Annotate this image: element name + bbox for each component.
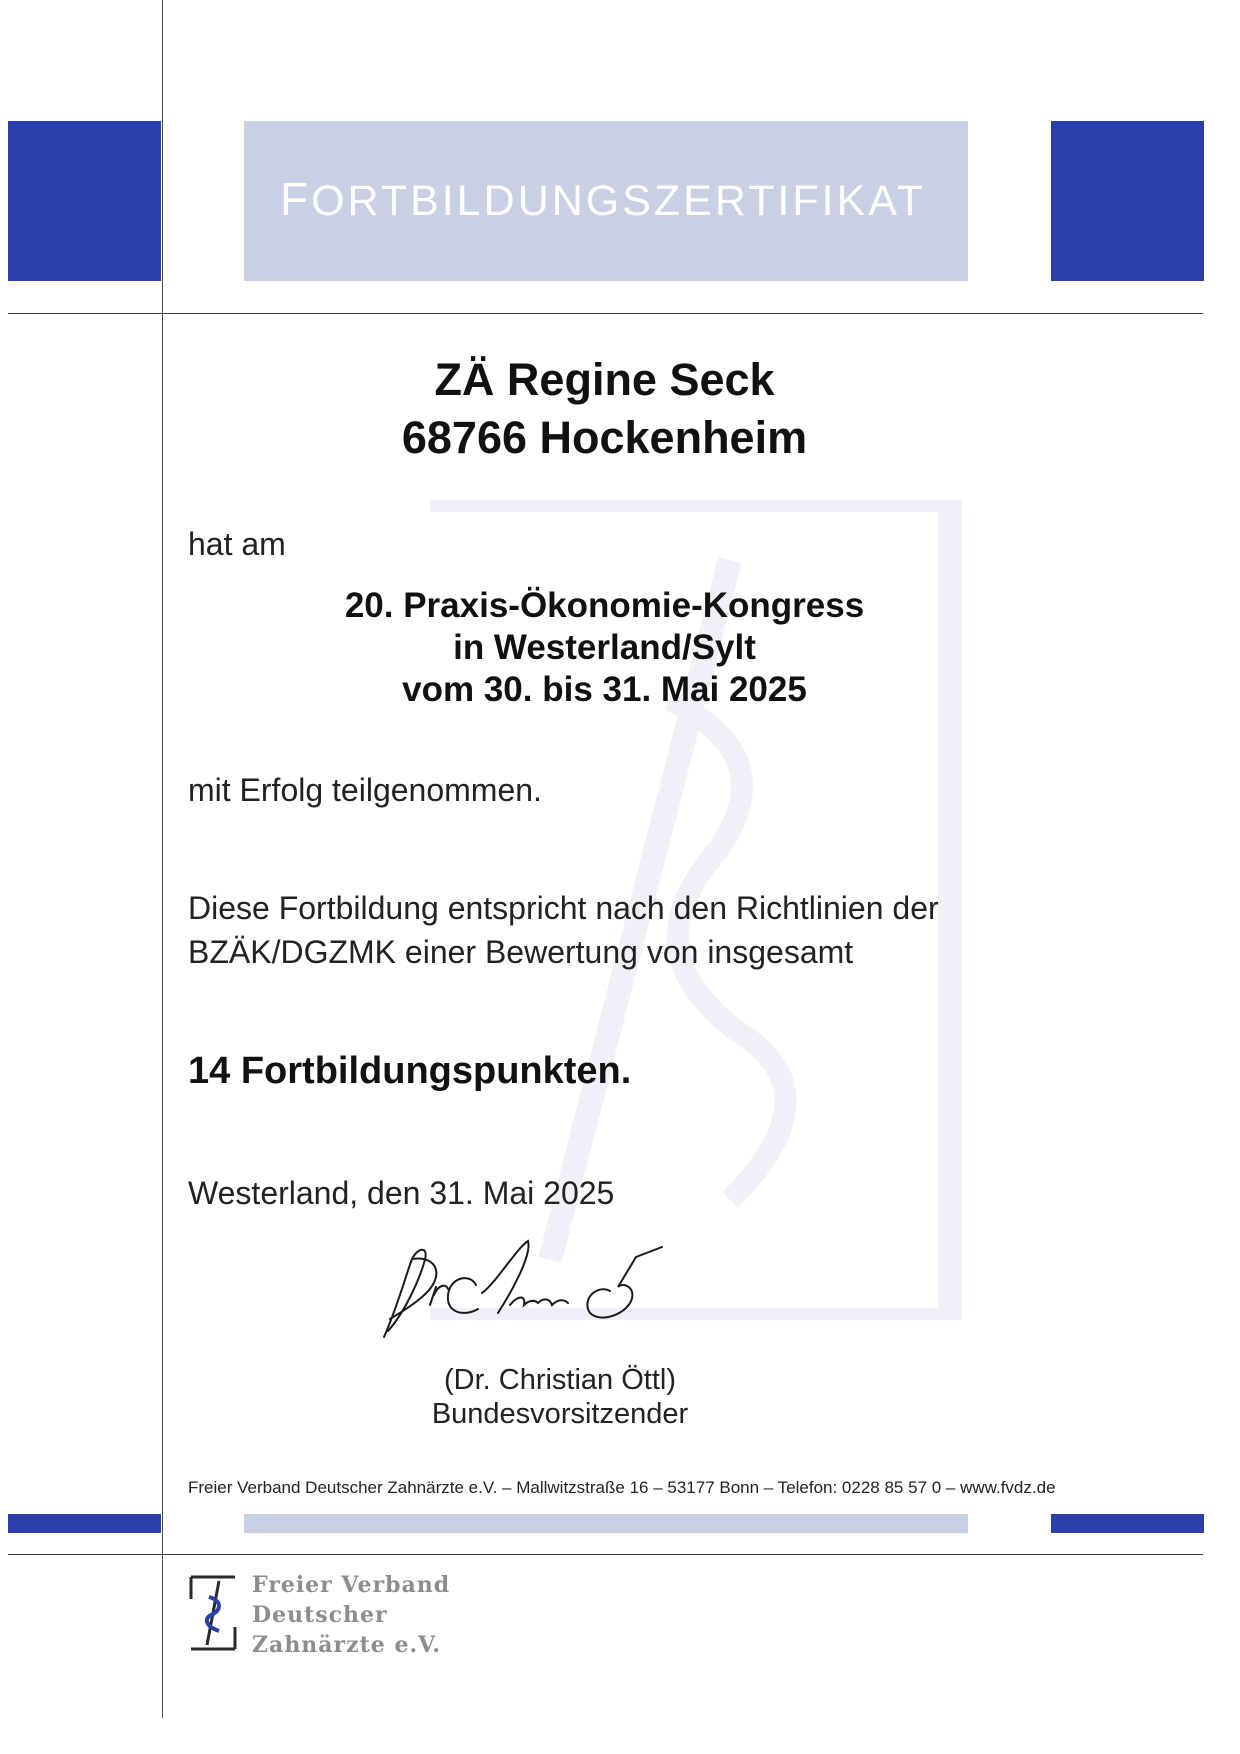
left-margin-line: [162, 0, 163, 1718]
footer-bar-center: [244, 1514, 968, 1533]
certificate-title-rest: ORTBILDUNGSZERTIFIKAT: [311, 177, 927, 225]
footer-divider: [8, 1554, 1203, 1555]
footer-bar-right: [1051, 1514, 1204, 1533]
logo-text-line-1: Freier Verband: [252, 1572, 451, 1598]
signatory-role: Bundesvorsitzender: [431, 1398, 689, 1430]
logo-text-line-3: Zahnärzte e.V.: [252, 1632, 442, 1658]
recipient-name: ZÄ Regine Seck: [434, 354, 775, 405]
evaluation-line-2: BZÄK/DGZMK einer Bewertung von insgesamt: [188, 934, 854, 970]
points-text: 14 Fortbildungspunkten.: [188, 1050, 632, 1092]
event-name: 20. Praxis-Ökonomie-Kongress: [344, 586, 865, 625]
certificate-title-initial: F: [280, 173, 312, 225]
signature: [378, 1225, 698, 1345]
header-divider: [8, 313, 1203, 314]
recipient-city: 68766 Hockenheim: [401, 412, 808, 463]
fvdz-logo-icon: [189, 1575, 239, 1651]
place-date: Westerland, den 31. Mai 2025: [188, 1175, 615, 1211]
evaluation-line-1: Diese Fortbildung entspricht nach den Richtlinien der: [188, 890, 939, 926]
event-location: in Westerland/Sylt: [453, 628, 756, 667]
participation-text: mit Erfolg teilgenommen.: [188, 772, 542, 808]
event-dates: vom 30. bis 31. Mai 2025: [402, 670, 807, 709]
header-bar-right: [1051, 121, 1204, 281]
logo-text-line-2: Deutscher: [252, 1602, 388, 1628]
signatory-name: (Dr. Christian Öttl): [443, 1364, 677, 1396]
footer-address: Freier Verband Deutscher Zahnärzte e.V. – Mallwitzstraße 16 – 53177 Bonn – Telefon: 0228 85 57 0 – www.fvdz.de: [188, 1478, 1056, 1497]
footer-bar-left: [8, 1514, 161, 1533]
intro-text: hat am: [188, 526, 286, 562]
certificate-title: [280, 172, 926, 226]
header-bar-left: [8, 121, 161, 281]
